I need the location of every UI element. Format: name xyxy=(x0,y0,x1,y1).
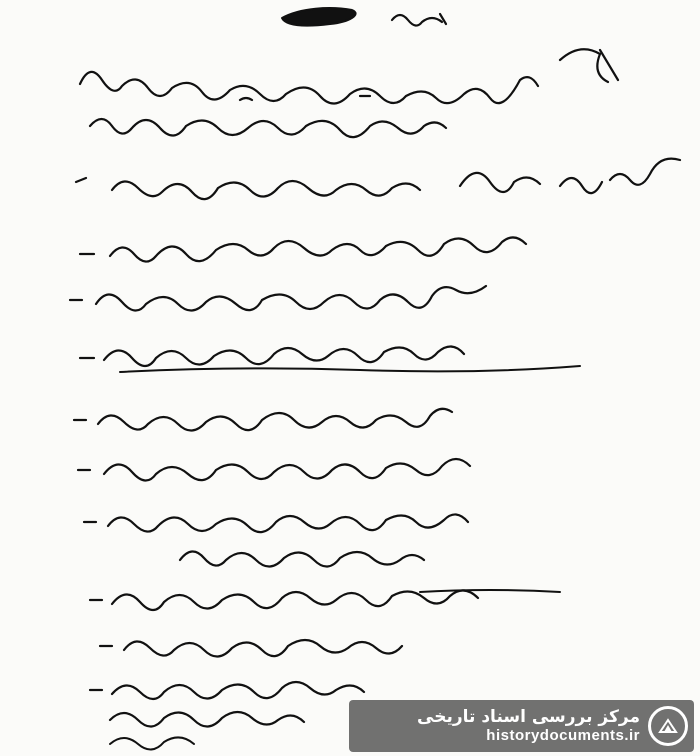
watermark-banner xyxy=(349,700,694,752)
underline xyxy=(120,366,580,372)
watermark-title: مرکز بررسی اسناد تاریخی xyxy=(417,706,640,727)
redaction-mark xyxy=(282,8,356,25)
watermark-url: historydocuments.ir xyxy=(486,727,640,745)
underline xyxy=(420,590,560,592)
book-seal-icon xyxy=(648,706,688,746)
heading-script xyxy=(392,14,446,26)
